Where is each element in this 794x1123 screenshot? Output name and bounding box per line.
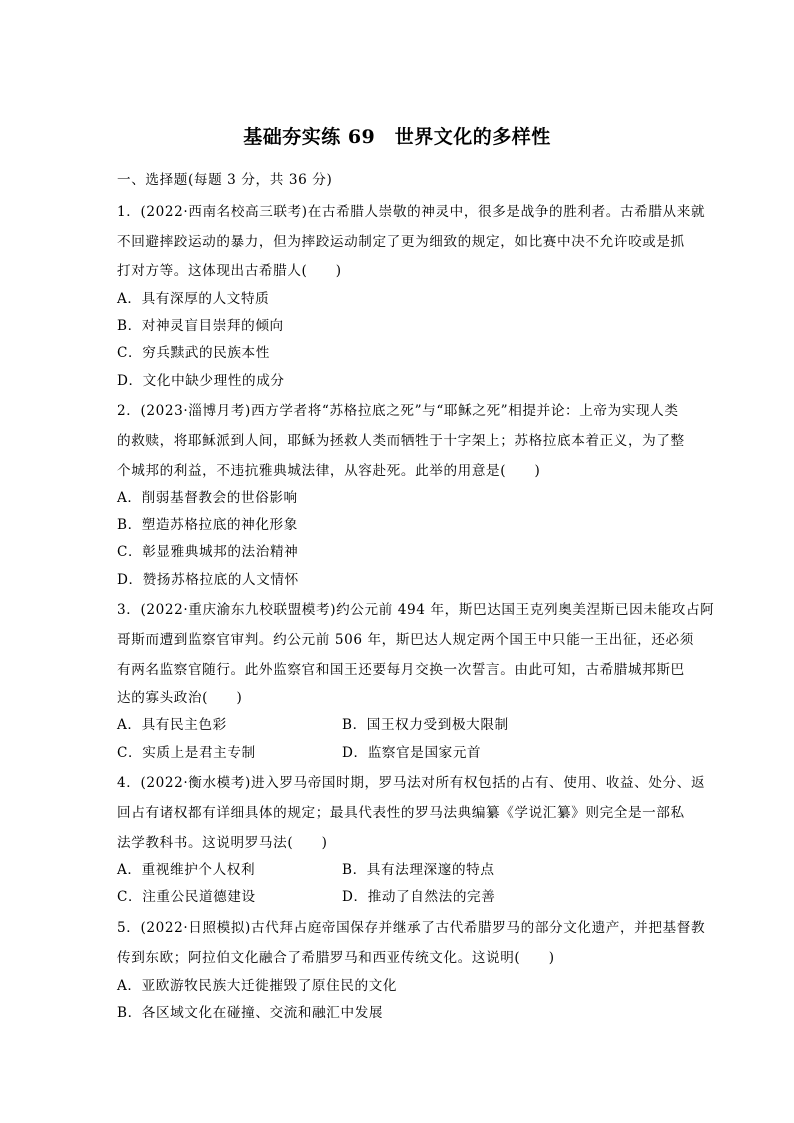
section-heading: 一、选择题(每题 3 分，共 36 分)	[117, 172, 333, 188]
question-2-option-b: B．塑造苏格拉底的神化形象	[117, 517, 298, 533]
question-3-line-4: 达的寡头政治( )	[117, 690, 243, 706]
question-5-line-1: 5．(2022·日照模拟)古代拜占庭帝国保存并继承了古代希腊罗马的部分文化遗产，并把基督教	[117, 920, 706, 936]
question-1-line-1: 1．(2022·西南名校高三联考)在古希腊人崇敬的神灵中，很多是战争的胜利者。古希腊从来就	[117, 204, 706, 220]
question-1-option-c: C．穷兵黩武的民族本性	[117, 345, 270, 361]
question-4-line-1: 4．(2022·衡水模考)进入罗马帝国时期，罗马法对所有权包括的占有、使用、收益、处分、返	[117, 775, 706, 791]
question-4-option-d: D．推动了自然法的完善	[342, 889, 496, 905]
question-2-line-1: 2．(2023·淄博月考)西方学者将“苏格拉底之死”与“耶稣之死”相提并论：上帝为实现人类	[117, 403, 679, 419]
question-3-option-d: D．监察官是国家元首	[342, 745, 482, 761]
question-4-option-c: C．注重公民道德建设	[117, 889, 256, 905]
question-5-option-b: B．各区域文化在碰撞、交流和融汇中发展	[117, 1005, 384, 1021]
question-2-option-a: A．削弱基督教会的世俗影响	[117, 490, 298, 506]
question-1-option-a: A．具有深厚的人文特质	[117, 291, 270, 307]
question-1-line-3: 打对方等。这体现出古希腊人( )	[117, 263, 342, 279]
question-3-option-a: A．具有民主色彩	[117, 717, 227, 733]
question-1-option-d: D．文化中缺少理性的成分	[117, 373, 285, 389]
question-1-line-2: 不回避摔跤运动的暴力，但为摔跤运动制定了更为细致的规定，如比赛中决不允许咬或是抓	[117, 234, 685, 250]
question-3-line-2: 哥斯而遭到监察官审判。约公元前 506 年，斯巴达人规定两个国王中只能一王出征，还必须	[117, 632, 694, 648]
question-2-option-d: D．赞扬苏格拉底的人文情怀	[117, 572, 299, 588]
question-3-option-b: B．国王权力受到极大限制	[342, 717, 509, 733]
question-5-option-a: A．亚欧游牧民族大迁徙摧毁了原住民的文化	[117, 978, 398, 994]
question-4-line-2: 回占有诸权都有详细具体的规定；最具代表性的罗马法典编纂《学说汇纂》则完全是一部私	[117, 805, 685, 821]
question-3-line-3: 有两名监察官随行。此外监察官和国王还要每月交换一次誓言。由此可知，古希腊城邦斯巴	[117, 662, 685, 678]
question-4-option-a: A．重视维护个人权利	[117, 862, 256, 878]
question-4-line-3: 法学教科书。这说明罗马法( )	[117, 835, 328, 851]
question-3-option-c: C．实质上是君主专制	[117, 745, 256, 761]
question-2-line-2: 的救赎，将耶稣派到人间，耶稣为拯救人类而牺牲于十字架上；苏格拉底本着正义，为了整	[117, 433, 685, 449]
question-4-option-b: B．具有法理深邃的特点	[342, 862, 495, 878]
question-5-line-2: 传到东欧；阿拉伯文化融合了希腊罗马和西亚传统文化。这说明( )	[117, 950, 555, 966]
question-2-option-c: C．彰显雅典城邦的法治精神	[117, 544, 299, 560]
page-title: 基础夯实练 69 世界文化的多样性	[243, 126, 551, 148]
question-3-line-1: 3．(2022·重庆渝东九校联盟模考)约公元前 494 年，斯巴达国王克列奥美涅斯已因未能攻占阿	[117, 602, 715, 618]
question-2-line-3: 个城邦的利益，不违抗雅典城法律，从容赴死。此举的用意是( )	[117, 463, 541, 479]
question-1-option-b: B．对神灵盲目崇拜的倾向	[117, 318, 284, 334]
